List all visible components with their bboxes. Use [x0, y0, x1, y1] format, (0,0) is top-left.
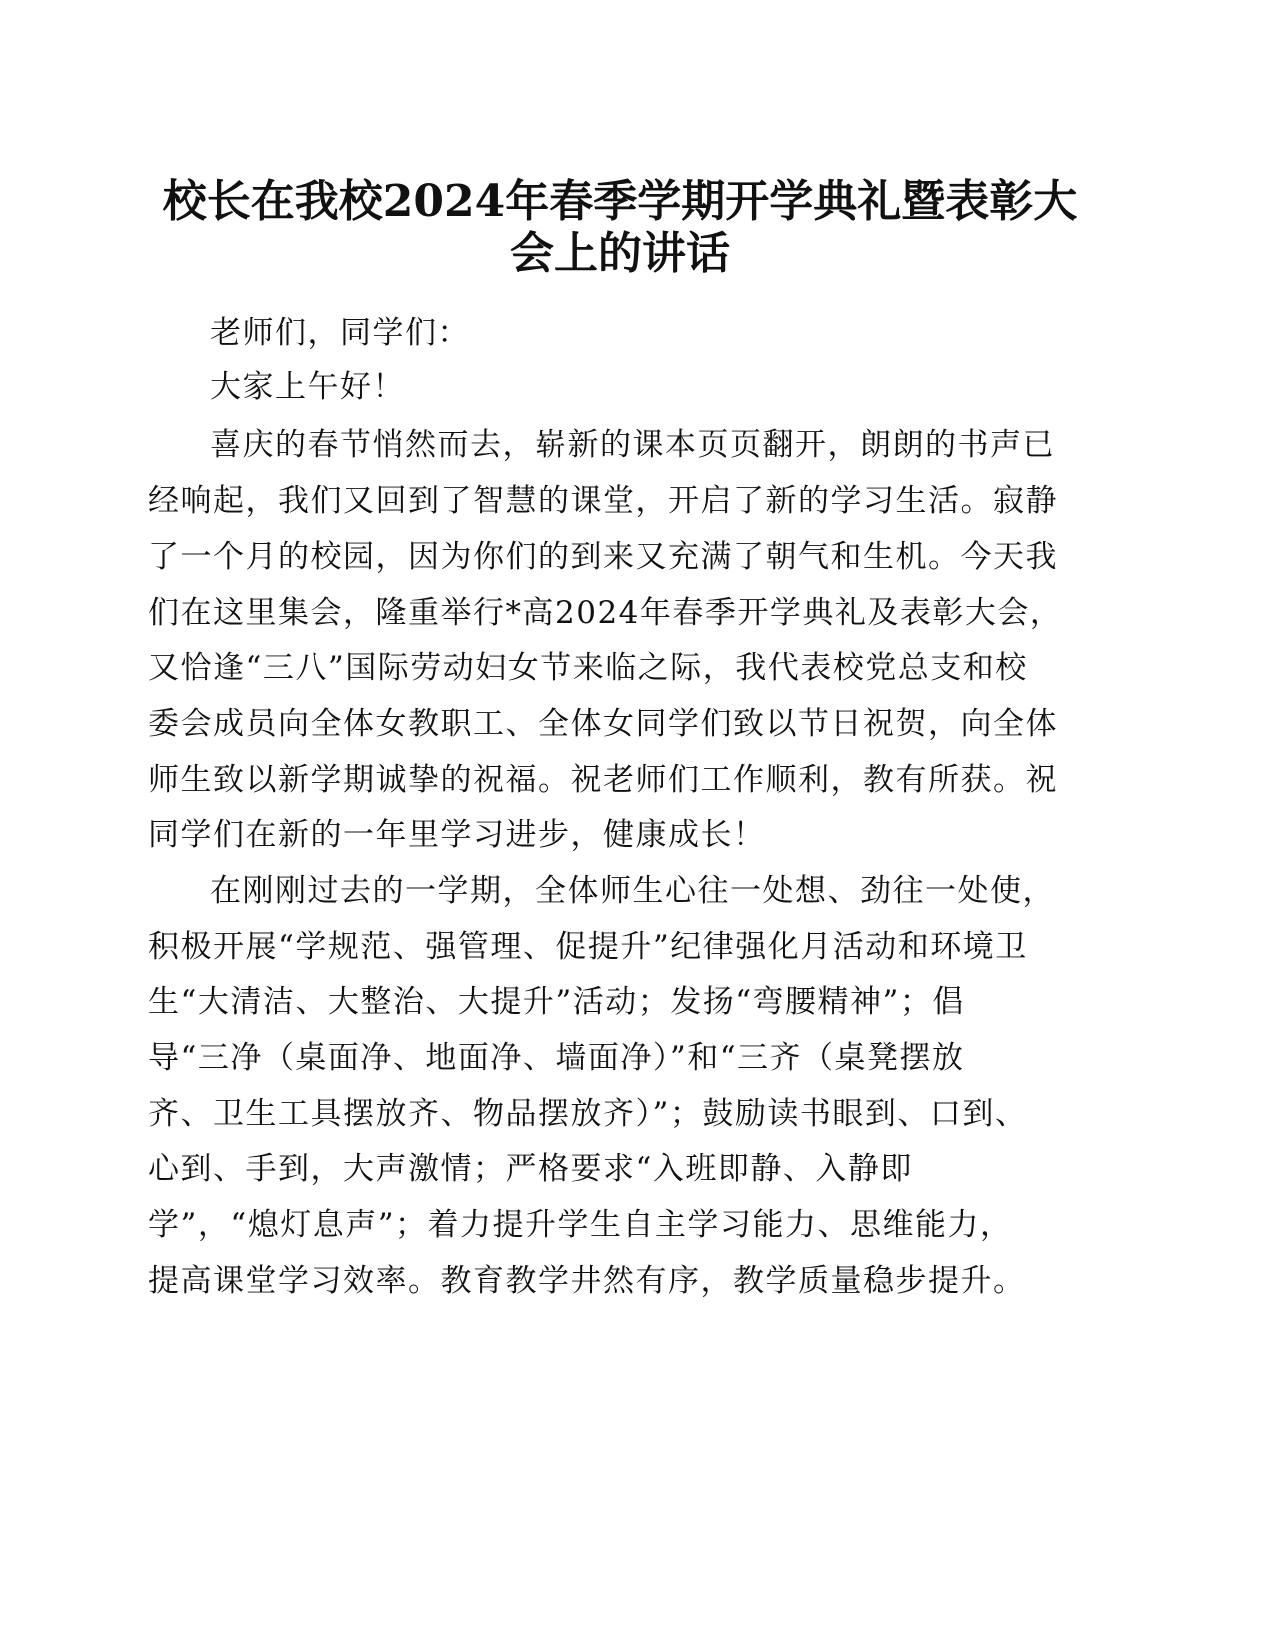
paragraph-1-line-5: 又恰逢“三八”国际劳动妇女节来临之际，我代表校党总支和校	[148, 650, 1028, 686]
paragraph-2-line-6: 心到、手到，大声激情；严格要求“入班即静、入静即	[148, 1151, 913, 1187]
paragraph-2-line-5: 齐、卫生工具摆放齐、物品摆放齐）”；鼓励读书眼到、口到、	[148, 1096, 1028, 1132]
paragraph-1-line-7: 师生致以新学期诚挚的祝福。祝老师们工作顺利，教有所获。祝	[148, 762, 1058, 798]
document-title: 校长在我校2024年春季学期开学典礼暨表彰大会上的讲话	[162, 176, 1078, 279]
paragraph-1-line-8: 同学们在新的一年里学习进步，健康成长！	[148, 817, 766, 853]
paragraph-2-line-8: 提高课堂学习效率。教育教学井然有序，教学质量稳步提升。	[148, 1263, 1026, 1299]
paragraph-1-line-3: 了一个月的校园，因为你们的到来又充满了朝气和生机。今天我	[148, 539, 1058, 575]
paragraph-2-line-3: 生“大清洁、大整治、大提升”活动；发扬“弯腰精神”；倡	[148, 984, 965, 1020]
paragraph-1-line-2: 经响起，我们又回到了智慧的课堂，开启了新的学习生活。寂静	[148, 483, 1058, 519]
paragraph-2-line-1: 在刚刚过去的一学期，全体师生心往一处想、劲往一处使，	[210, 873, 1055, 909]
paragraph-2-line-2: 积极开展“学规范、强管理、促提升”纪律强化月活动和环境卫	[148, 929, 1028, 965]
paragraph-2-line-4: 导“三净（桌面净、地面净、墙面净）”和“三齐（桌凳摆放	[148, 1040, 965, 1076]
paragraph-2-line-7: 学”，“熄灯息声”；着力提升学生自主学习能力、思维能力，	[148, 1207, 1013, 1243]
paragraph-1-line-1: 喜庆的春节悄然而去，崭新的课本页页翻开，朗朗的书声已	[210, 427, 1055, 463]
paragraph-1-line-6: 委会成员向全体女教职工、全体女同学们致以节日祝贺，向全体	[148, 706, 1058, 742]
salutation-line: 老师们，同学们：	[210, 315, 470, 351]
greeting-line: 大家上午好！	[210, 369, 405, 405]
paragraph-1-line-4: 们在这里集会，隆重举行*高2024年春季开学典礼及表彰大会，	[148, 595, 1063, 631]
